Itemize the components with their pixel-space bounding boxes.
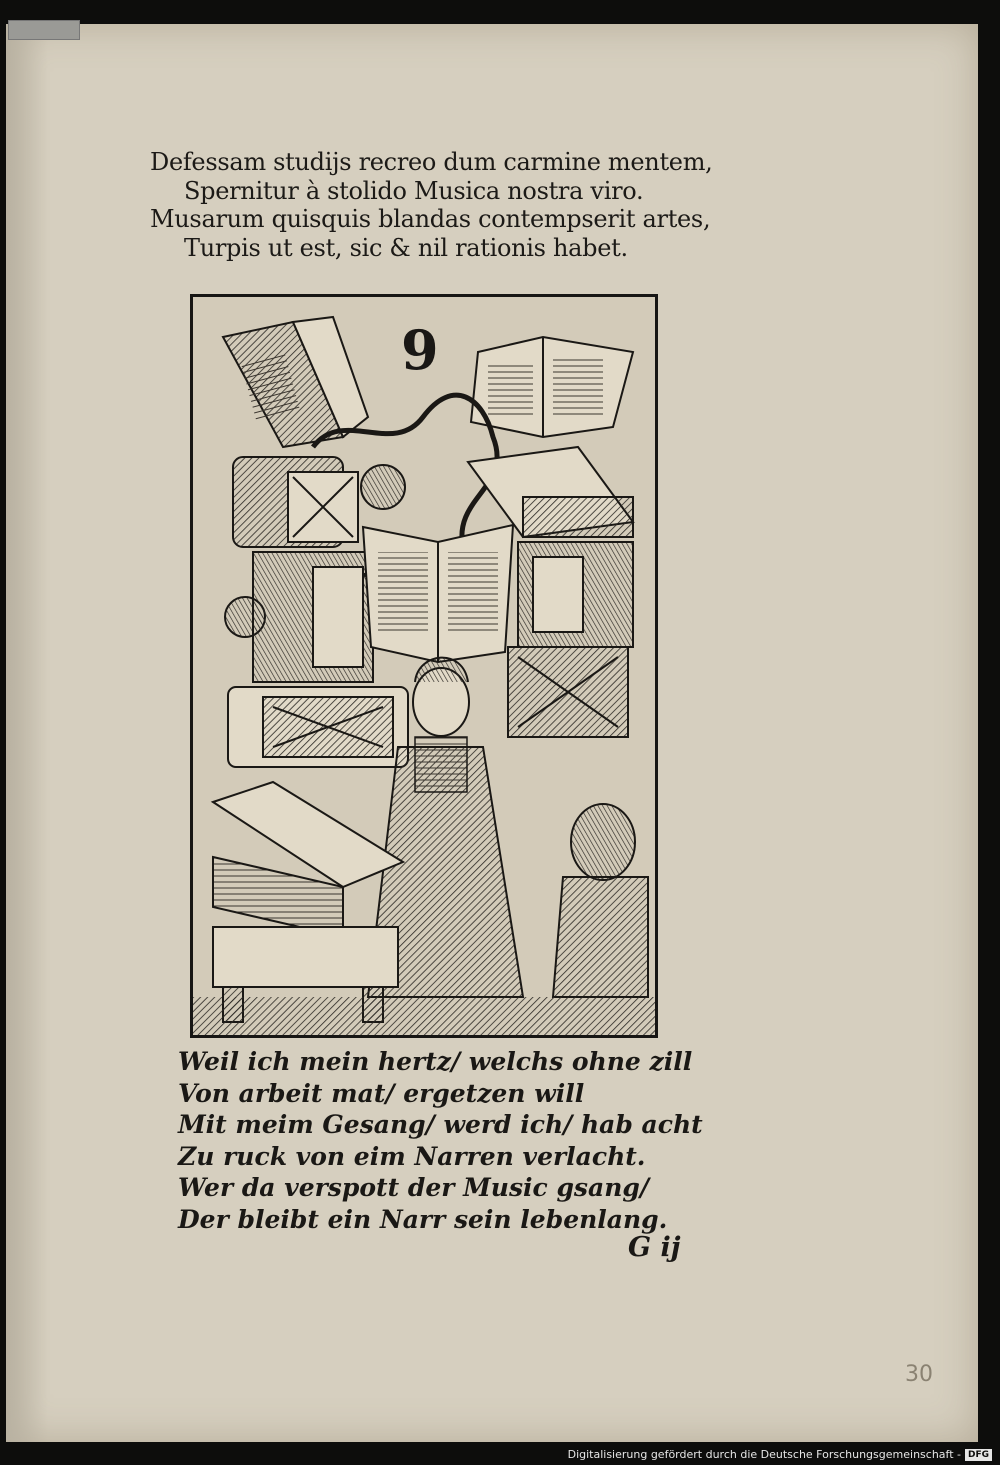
german-line: Mit meim Gesang/ werd ich/ hab acht [178, 1110, 703, 1140]
closed-book [233, 457, 358, 547]
german-line: Weil ich mein hertz/ welchs ohne zill [178, 1047, 693, 1076]
german-line: Von arbeit mat/ ergetzen will [178, 1078, 585, 1108]
closed-book [253, 552, 373, 682]
page-gutter-shadow [6, 24, 48, 1442]
latin-verse [150, 148, 770, 262]
signature-mark: G ij [628, 1232, 681, 1263]
woodcut-image [193, 297, 655, 1035]
latin-line: Spernitur à stolido Musica nostra viro. [184, 176, 644, 205]
closed-book [508, 647, 628, 737]
footer-credit [568, 1448, 992, 1461]
scan-clip [8, 20, 80, 40]
open-book [363, 525, 513, 662]
footer-credit-text: Digitalisierung gefördert durch die Deutsche Forschungsgemeinschaft - [567, 1448, 961, 1461]
flying-book [471, 337, 633, 437]
pencil-folio-number: 30 [905, 1362, 933, 1387]
german-line: Der bleibt ein Narr sein lebenlang. [178, 1204, 668, 1234]
woodcut-illustration [190, 294, 658, 1038]
german-line: Zu ruck von eim Narren verlacht. [178, 1141, 646, 1171]
latin-line: Musarum quisquis blandas contempserit artes, [150, 205, 711, 233]
closed-book [228, 687, 408, 767]
german-verse [178, 1046, 703, 1236]
latin-line: Defessam studijs recreo dum carmine mentem, [150, 148, 713, 176]
woodcut-number: 9 [401, 318, 439, 382]
closed-book [518, 542, 633, 647]
dfg-logo: DFG [965, 1449, 992, 1461]
latin-line: Turpis ut est, sic & nil rationis habet. [184, 233, 628, 262]
german-line: Wer da verspott der Music gsang/ [178, 1173, 649, 1203]
